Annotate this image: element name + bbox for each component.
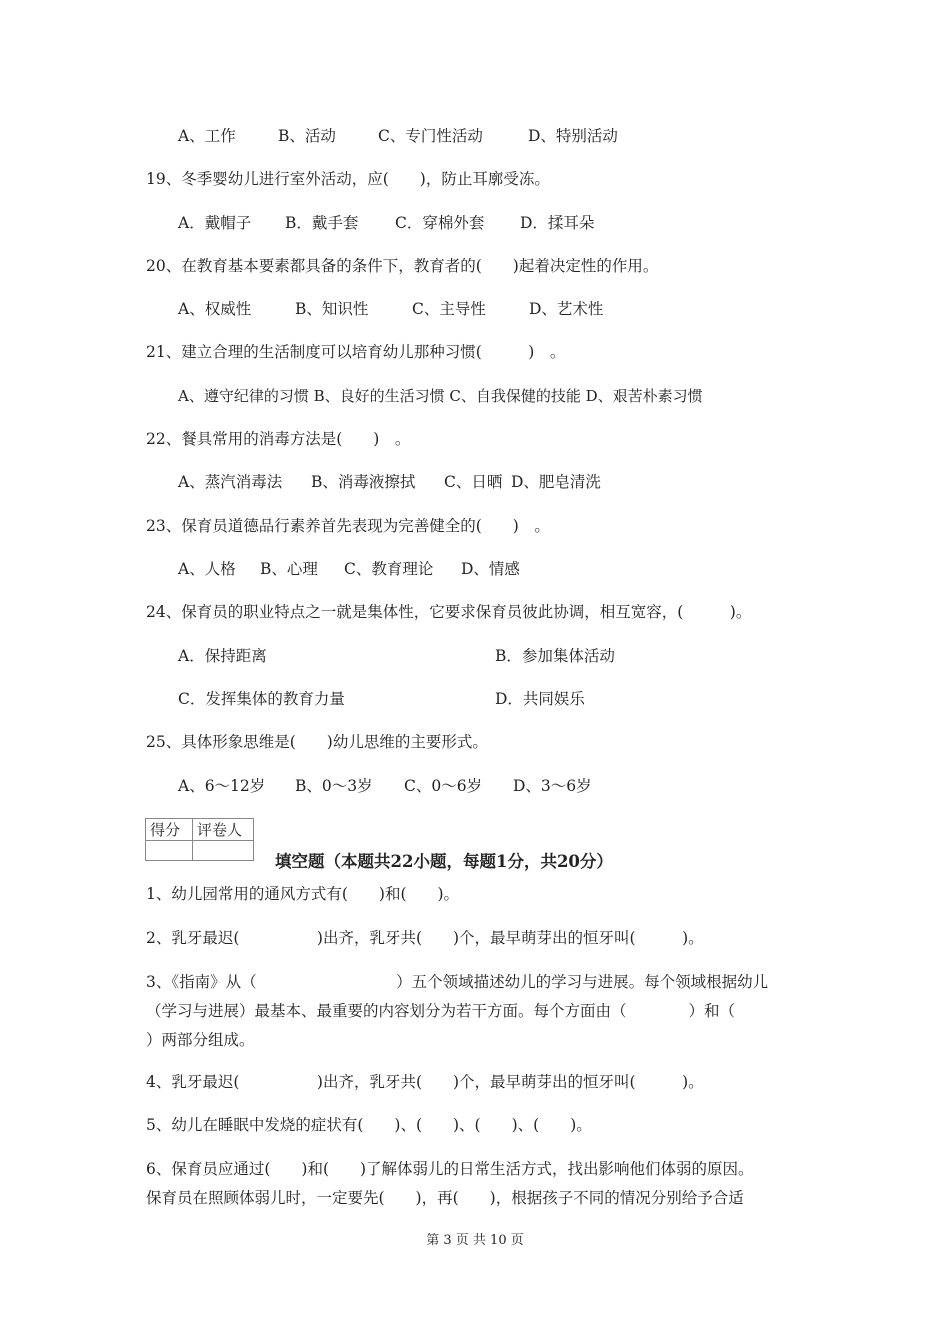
grader-header: 评卷人 [193,819,254,841]
q25-option-b: B、0～3岁 [295,777,373,795]
fill-question-2: 2、乳牙最迟( )出齐，乳牙共( )个，最早萌芽出的恒牙叫( )。 [146,929,704,947]
q24-option-b: B．参加集体活动 [495,647,615,665]
question-21: 21、建立合理的生活制度可以培育幼儿那种习惯( ) 。 [146,343,566,361]
q24-option-c: C．发挥集体的教育力量 [178,690,345,708]
q23-option-d: D、情感 [461,560,520,578]
q18-options [178,129,618,145]
question-19: 19、冬季婴幼儿进行室外活动，应( )，防止耳廓受冻。 [146,170,550,188]
q20-option-d: D、艺术性 [529,300,604,318]
q19-option-c: C．穿棉外套 [395,214,485,232]
question-22: 22、餐具常用的消毒方法是( ) 。 [146,430,411,448]
q22-options [178,475,601,491]
q25-options [178,779,592,795]
q20-option-b: B、知识性 [295,300,369,318]
q19-option-d: D．揉耳朵 [520,214,595,232]
q23-option-b: B、心理 [260,560,318,578]
section-title: 填空题（本题共22小题，每题1分，共20分） [275,852,613,871]
fill-question-6-line-2: 保育员在照顾体弱儿时，一定要先( )，再( )，根据孩子不同的情况分别给予合适 [146,1189,744,1207]
fill-question-3-line-3: ）两部分组成。 [146,1031,255,1049]
q20-option-a: A、权威性 [178,300,252,318]
question-20: 20、在教育基本要素都具备的条件下，教育者的( )起着决定性的作用。 [146,257,659,275]
q23-option-c: C、教育理论 [344,560,434,578]
score-cell [146,841,193,861]
q20-options [178,302,603,318]
q22-option-b: B、消毒液擦拭 [311,473,416,491]
fill-question-5: 5、幼儿在睡眠中发烧的症状有( )、( )、( )、( )。 [146,1116,592,1134]
q23-options [178,562,520,578]
q18-option-d: D、特别活动 [528,127,618,145]
q18-option-b: B、活动 [278,127,336,145]
q24-option-a: A．保持距离 [178,647,267,665]
q18-option-a: A、工作 [178,127,236,145]
fill-question-3-line-2: （学习与进展）最基本、最重要的内容划分为若干方面。每个方面由（ ）和（ [146,1002,736,1020]
q18-option-c: C、专门性活动 [378,127,483,145]
q22-option-a: A、蒸汽消毒法 [178,473,283,491]
q23-option-a: A、人格 [178,560,236,578]
q25-option-a: A、6～12岁 [178,777,266,795]
fill-question-6-line-1: 6、保育员应通过( )和( )了解体弱儿的日常生活方式，找出影响他们体弱的原因。 [146,1160,754,1178]
question-23: 23、保育员道德品行素养首先表现为完善健全的( ) 。 [146,517,550,535]
question-25: 25、具体形象思维是( )幼儿思维的主要形式。 [146,733,488,751]
score-table [145,818,254,861]
q19-option-a: A．戴帽子 [178,214,252,232]
q22-option-d: D、肥皂清洗 [511,473,601,491]
q19-option-b: B．戴手套 [285,214,359,232]
q25-option-c: C、0～6岁 [404,777,483,795]
page-footer: 第 3 页 共 10 页 [426,1233,524,1248]
grader-cell [193,841,254,861]
q19-options [178,216,594,232]
q25-option-d: D、3～6岁 [513,777,592,795]
q22-option-c: C、日晒 [444,473,503,491]
fill-question-4: 4、乳牙最迟( )出齐，乳牙共( )个，最早萌芽出的恒牙叫( )。 [146,1073,704,1091]
q20-option-c: C、主导性 [412,300,486,318]
score-header: 得分 [146,819,193,841]
question-24: 24、保育员的职业特点之一就是集体性，它要求保育员彼此协调，相互宽容，( )。 [146,603,752,621]
fill-question-1: 1、幼儿园常用的通风方式有( )和( )。 [146,885,460,903]
q24-option-d: D．共同娱乐 [495,690,585,708]
q21-options: A、遵守纪律的习惯 B、良好的生活习惯 C、自我保健的技能 D、艰苦朴素习惯 [178,387,703,405]
fill-question-3-line-1: 3、《指南》从（ ）五个领域描述幼儿的学习与进展。每个领域根据幼儿 [146,973,769,991]
